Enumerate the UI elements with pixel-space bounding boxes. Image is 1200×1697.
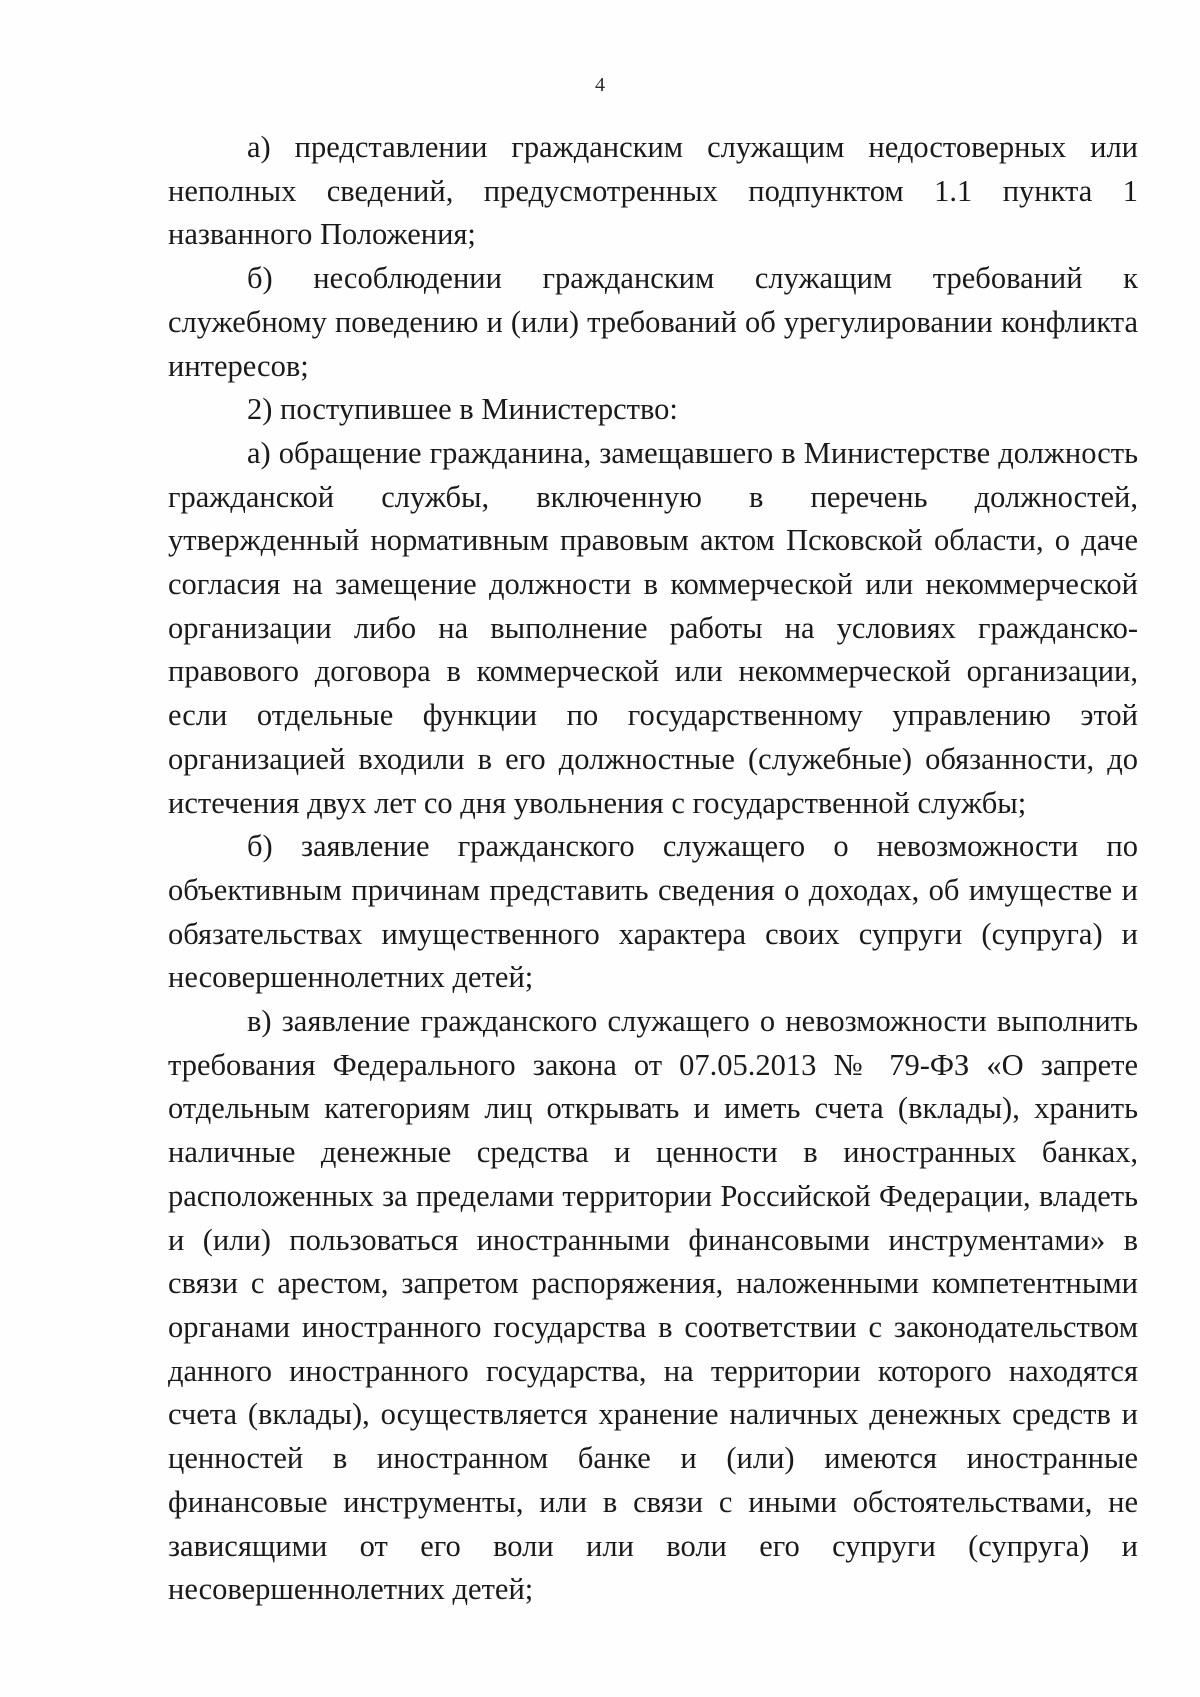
paragraph-a-appeal: а) обращение гражданина, замещавшего в Министерстве должность гражданской службы, включенную в перечень должностей, утвержденный нормативным правовым актом Псковской области, о даче согласия на замещение должности в коммерческой или некоммерческой организации либо на выполнение работы на условиях гражданско-правового договора в коммерческой или некоммерческой организации, если отдельные функции по государственному управлению этой организацией входили в его должностные (служебные) обязанности, до истечения двух лет со дня увольнения с государственной службы;: [168, 435, 1138, 820]
document-body: [168, 126, 1138, 1612]
paragraph-b-conduct: б) несоблюдении гражданским служащим требований к служебному поведению и (или) требований об урегулировании конфликта интересов;: [168, 261, 1138, 383]
paragraph-2-received: 2) поступившее в Министерство:: [247, 392, 678, 427]
paragraph-a-false-info: а) представлении гражданским служащим недостоверных или неполных сведений, предусмотренных подпунктом 1.1 пункта 1 названного Положения;: [168, 130, 1138, 252]
page-number: 4: [595, 74, 605, 96]
paragraph-b-statement: б) заявление гражданского служащего о невозможности по объективным причинам представить сведения о доходах, об имуществе и обязательствах имущественного характера своих супруги (супруга) и несовершеннолетних детей;: [168, 829, 1138, 995]
paragraph-v-statement: в) заявление гражданского служащего о невозможности выполнить требования Федерального закона от 07.05.2013 № 79-ФЗ «О запрете отдельным категориям лиц открывать и иметь счета (вклады), хранить наличные денежные средства и ценности в иностранных банках, расположенных за пределами территории Российской Федерации, владеть и (или) пользоваться иностранными финансовыми инструментами» в связи с арестом, запретом распоряжения, наложенными компетентными органами иностранного государства в соответствии с законодательством данного иностранного государства, на территории которого находятся счета (вклады), осуществляется хранение наличных денежных средств и ценностей в иностранном банке и (или) имеются иностранные финансовые инструменты, или в связи с иными обстоятельствами, не зависящими от его воли или воли его супруги (супруга) и несовершеннолетних детей;: [168, 1004, 1138, 1607]
